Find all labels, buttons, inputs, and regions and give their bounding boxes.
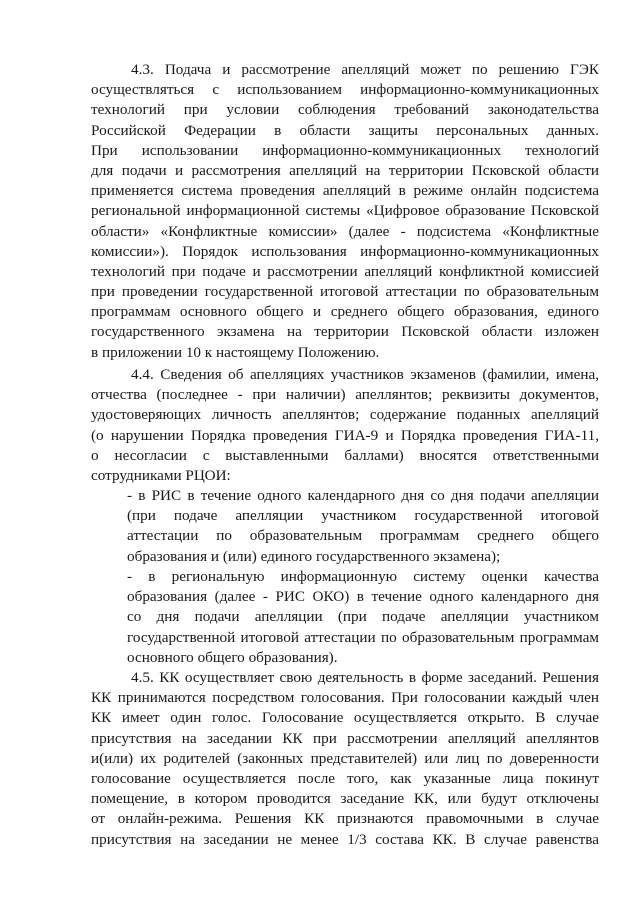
text-line: 4.5. КК осуществляет свою деятельность в форме заседаний. Решения (131, 669, 599, 686)
text-line: (о нарушении Порядка проведения ГИА-9 и Порядка проведения ГИА-11, (91, 426, 599, 444)
text-line: образования (далее - РИС ОКО) в течение одного календарного дня (127, 588, 599, 606)
text-line: технологий при подаче и рассмотрении апелляций конфликтной комиссией (91, 262, 599, 280)
text-line: технологий при условии соблюдения требований законодательства (91, 101, 599, 119)
text-line: присутствия на заседании не менее 1/3 состава КК. В случае равенства (91, 830, 599, 848)
text-line: 4.3. Подача и рассмотрение апелляций может по решению ГЭК (131, 61, 599, 78)
text-line: комиссии»). Порядок использования информационно-коммуникационных (91, 242, 599, 260)
text-line: При использовании информационно-коммуникационных технологий (91, 141, 599, 159)
text-line: государственной итоговой аттестации по образовательным программам (127, 628, 599, 646)
text-line: - в региональную информационную систему оценки качества (127, 568, 599, 585)
text-line: региональной информационной системы «Цифровое образование Псковской (91, 202, 599, 220)
list-item-ris (127, 486, 599, 567)
text-line: (при подаче апелляции участником государственной итоговой (127, 507, 599, 525)
text-line: применяется система проведения апелляций в режиме онлайн подсистема (91, 182, 599, 200)
text-line: в приложении 10 к настоящему Положению. (91, 343, 380, 361)
text-line: отчества (последнее - при наличии) апеллянтов; реквизиты документов, (91, 386, 599, 404)
text-line: образования и (или) единого государственного экзамена); (127, 547, 501, 565)
text-line: о несогласии с выставленными баллами) вносятся ответственными (91, 446, 599, 464)
text-line: со дня подачи апелляции (при подаче апелляции участником (127, 608, 599, 626)
text-line: программам основного общего и среднего общего образования, единого (91, 303, 599, 321)
text-line: и(или) их родителей (законных представителей) или лиц по доверенности (91, 749, 599, 767)
text-line: удостоверяющих личность апеллянтов; содержание поданных апелляций (91, 406, 599, 424)
paragraph-4-4 (91, 365, 599, 486)
text-line: аттестации по образовательным программам среднего общего (127, 527, 599, 545)
text-line: КК принимаются посредством голосования. При голосовании каждый член (91, 689, 599, 707)
text-line: 4.4. Сведения об апелляциях участников экзаменов (фамилии, имена, (131, 366, 599, 383)
list-item-ris-oko (127, 567, 599, 668)
text-line: сотрудниками РЦОИ: (91, 466, 231, 484)
paragraph-4-3 (91, 60, 599, 363)
text-line: при проведении государственной итоговой аттестации по образовательным (91, 283, 599, 301)
text-line: Российской Федерации в области защиты персональных данных. (91, 121, 599, 139)
text-line: осуществляться с использованием информационно-коммуникационных (91, 81, 599, 99)
text-line: для подачи и рассмотрения апелляций на территории Псковской области (91, 161, 599, 179)
text-line: от онлайн-режима. Решения КК признаются правомочными в случае (91, 810, 599, 828)
text-line: КК имеет один голос. Голосование осуществляется открыто. В случае (91, 709, 599, 727)
text-line: присутствия на заседании КК при рассмотрении апелляций апеллянтов (91, 729, 599, 747)
text-line: - в РИС в течение одного календарного дня со дня подачи апелляции (127, 487, 599, 504)
text-line: области» «Конфликтные комиссии» (далее - подсистема «Конфликтные (91, 222, 599, 240)
text-line: голосование осуществляется после того, как указанные лица покинут (91, 769, 599, 787)
paragraph-4-5 (91, 668, 599, 850)
text-line: помещение, в котором проводится заседание КК, или будут отключены (91, 790, 599, 808)
text-line: государственного экзамена на территории Псковской области изложен (91, 323, 599, 341)
text-line: основного общего образования). (127, 648, 338, 666)
